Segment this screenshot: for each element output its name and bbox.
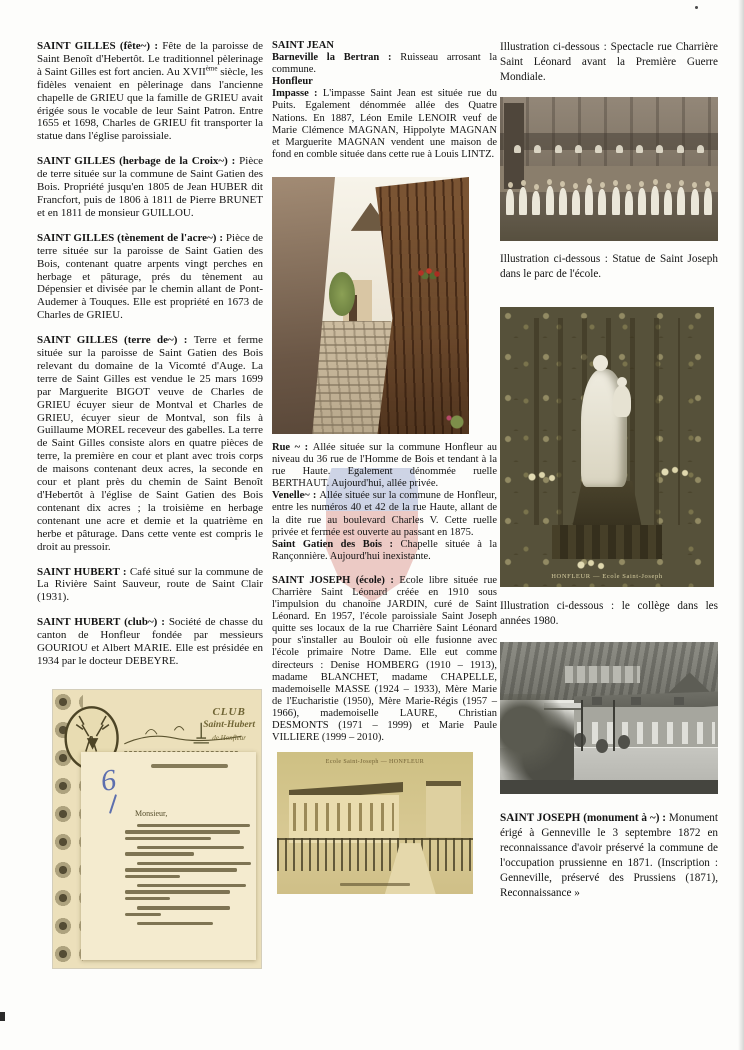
handwritten-number: 6 xyxy=(98,762,119,798)
girls-in-white-dresses xyxy=(506,163,712,215)
postcard-caption: HONFLEUR — Ecole Saint-Joseph xyxy=(551,573,663,580)
paragraph: SAINT GILLES (terre de~) : Terre et ferme située sur la paroisse de Saint Gatien des Bois relevant du domaine de la Vicomté d'Auge. La terre de Saint Gilles est vendue le 25 mars 1699 par Marguerite BIGOT veuve de Charles de GRIEU écuyer sieur de Montval et Charles de GRIEU, écuyer sieur de Montval, son fils à Guillaume MOREL receveur des gabelles. La terre de Saint Gilles consiste alors en quatre pièces de terre, la première en cour et plant avec trois corps de maisons contenant deux acres, la seconde en cour et plant près du chemin de Saint Benoît d'Hebertôt à l'église de Saint Gatien des Bois contenant dix acres ; la troisième en herbage contenant une acre et demie et la quatrième en herbe et pâturage. Dans cette vente est compris le droit au pressoir. xyxy=(37,334,263,553)
statue-saint-joseph-postcard xyxy=(500,307,714,587)
handwritten-slash xyxy=(109,794,117,814)
paragraph: Barneville la Bertran : Ruisseau arrosant la commune. xyxy=(272,52,498,76)
hillside-houses xyxy=(565,666,639,683)
paragraph: Illustration ci-dessous : Spectacle rue Charrière Saint Léonard avant la Première Guerre Mondiale. xyxy=(500,41,718,83)
scan-edge-shadow xyxy=(738,0,744,1050)
green-tree xyxy=(329,272,355,316)
postcard-footer-mark xyxy=(340,883,411,886)
white-flowers-right xyxy=(659,464,693,480)
paragraph: SAINT JOSEPH (école) : Ecole libre située rue Charrière Saint Léonard créée en 1910 sous l'impulsion du chanoine JARDIN, curé de Saint Léonard. En 1957, l'école paroissiale Saint Joseph quitte ses locaux de la rue Charrière Saint Léonard pour s'installer au Bouloir où elle fusionne avec l'école primaire Notre Dame. Elle eut comme directeurs : Denise HOMBERG (1910 – 1913), madame BLANCHET, madame CHAPELLE, mademoiselle MASSE (1924 – 1933), Mère Marie de l'Eucharistie (1950), Mère Marie-Régis (1957 – 1966), mademoiselle LAURE, Christian DESMONTS (1971 – 1999) et Marie Paule VILLIERE (1999 – 2010). xyxy=(272,574,497,744)
white-flowers-left xyxy=(526,469,560,485)
paragraph: SAINT JEAN xyxy=(272,40,334,51)
back-row-bonnets xyxy=(514,145,704,162)
saint-joseph-statue xyxy=(581,369,627,487)
paragraph: SAINT HUBERT : Café situé sur la commune de La Rivière Saint Sauveur, route de Saint Clair (1931). xyxy=(37,565,263,604)
lamp-post xyxy=(581,700,583,752)
club-title-line3: de Honfleur xyxy=(212,733,246,742)
column-2 xyxy=(272,40,497,894)
honfleur-street-photo xyxy=(272,177,469,434)
pedestal-base xyxy=(552,525,662,559)
pruned-tree xyxy=(618,735,630,749)
dormer xyxy=(631,697,641,705)
lamp-post xyxy=(613,700,615,752)
window-row xyxy=(293,803,394,831)
date-line-blur xyxy=(151,764,228,768)
paragraph: Honfleur xyxy=(272,76,313,88)
paragraph: Illustration ci-dessous : Statue de Saint Joseph dans le parc de l'école. xyxy=(500,253,718,280)
picket-fence xyxy=(277,838,473,871)
club-saint-hubert-letter-illustration xyxy=(53,690,261,968)
ecole-saint-joseph-honfleur-postcard xyxy=(277,752,473,894)
paragraph: SAINT HUBERT (club~) : Société de chasse du canton de Honfleur fondée par messieurs GOURIOU et Albert MARIE. Elle est présidée en 1934 par le docteur DEBEYRE. xyxy=(37,616,263,667)
paragraph: Saint Gatien des Bois : Chapelle située à la Rançonnière. Aujourd'hui inexistante. xyxy=(272,538,497,562)
paragraph: SAINT GILLES (fête~) : Fête de la paroisse de Saint Benoît d'Hebertôt. Le traditionnel pèlerinage à Saint Gilles est fort ancien. Au XVIIème siècle, les fidèles venaient en pèlerinage dans l'ancienne chapelle de GRIEU que la famille de GRIEU avait érigée sous le vocable de leur Saint Patron. Entre 1655 et 1698, Charles de GRIEU fit transporter la statue dans l'église paroissiale. xyxy=(37,40,263,143)
postcard-caption: Ecole Saint-Joseph — HONFLEUR xyxy=(325,759,425,766)
club-letterhead-title xyxy=(203,706,255,745)
typed-paragraph-lines xyxy=(125,824,244,931)
foreground-shadow xyxy=(500,780,718,794)
scan-mark xyxy=(0,1012,5,1021)
scan-speck xyxy=(695,6,698,9)
spectacle-schoolgirls-photo xyxy=(500,97,718,241)
paragraph: SAINT JOSEPH (monument à ~) : Monument érigé à Genneville le 3 septembre 1872 en reconnaissance d'avoir préservé la commune de l'occupation prussienne en 1871. (Inscription : Genneville, préservé des Prussiens (1871), Reconnaissance » xyxy=(500,812,718,899)
college-1980s-photo xyxy=(500,642,718,794)
club-title-line1: CLUB xyxy=(212,705,246,718)
column-3 xyxy=(500,40,718,901)
school-building xyxy=(289,795,399,843)
dormer xyxy=(674,697,684,705)
paragraph: SAINT GILLES (tènement de l'acre~) : Pièce de terre située sur la paroisse de Saint Gatien des Bois, contenant quatre arpents vingt perches en herbage et pâturage, prés du tènement au Dépensier et divisée par le chemin allant de Pont-Audemer à Touques. Elle est propriété en 1673 de Charles de GRIEU. xyxy=(37,231,264,322)
paragraph: SAINT GILLES (herbage de la Croix~) : Pièce de terre située sur la commune de Saint Gatien des Bois. Propriété jusqu'en 1805 de Jean HUBER dit Francfort, puis de 1806 à 1811 de Pierre BRUNET et en 1811 de monsieur GUILLOU. xyxy=(37,155,263,219)
paragraph: Rue ~ : Allée située sur la commune Honfleur au niveau du 36 rue de l'Homme de Bois et tendant à la rue Haute. Egalement dénommée ruelle BERTHAUT. Aujourd'hui, allée privée. xyxy=(272,441,498,490)
dormer xyxy=(592,697,602,705)
college-building xyxy=(574,707,718,747)
paragraph: Illustration ci-dessous : le collège dans les années 1980. xyxy=(500,600,718,627)
window-flower-box xyxy=(417,267,443,279)
paragraph: Venelle~ : Allée située sur la commune de Honfleur, entre les numéros 40 et 42 de la rue Haute, allant de la dite rue au boulevard Charles V. Cette ruelle privée et fermée est ouverte au passant en 1875. xyxy=(272,490,497,538)
paragraph: Impasse : L'impasse Saint Jean est située rue du Puits. Egalement dénommée allée des Quatre Nations. En 1887, Léon Emile LENOIR veuf de Marie Clémence MAGNAN, Hippolyte MAGNAN et Marguerite MAGNAN vendent une maison de fond en comble située dans cette rue à Louis LINTZ. xyxy=(272,88,497,160)
side-house xyxy=(426,781,461,837)
salutation: Monsieur, xyxy=(135,808,168,818)
child-jesus-figure xyxy=(613,385,631,417)
foreground-trees xyxy=(500,694,574,782)
column-1 xyxy=(37,40,263,968)
typed-letter-body xyxy=(81,752,256,960)
club-title-line2: Saint-Hubert xyxy=(203,719,255,730)
